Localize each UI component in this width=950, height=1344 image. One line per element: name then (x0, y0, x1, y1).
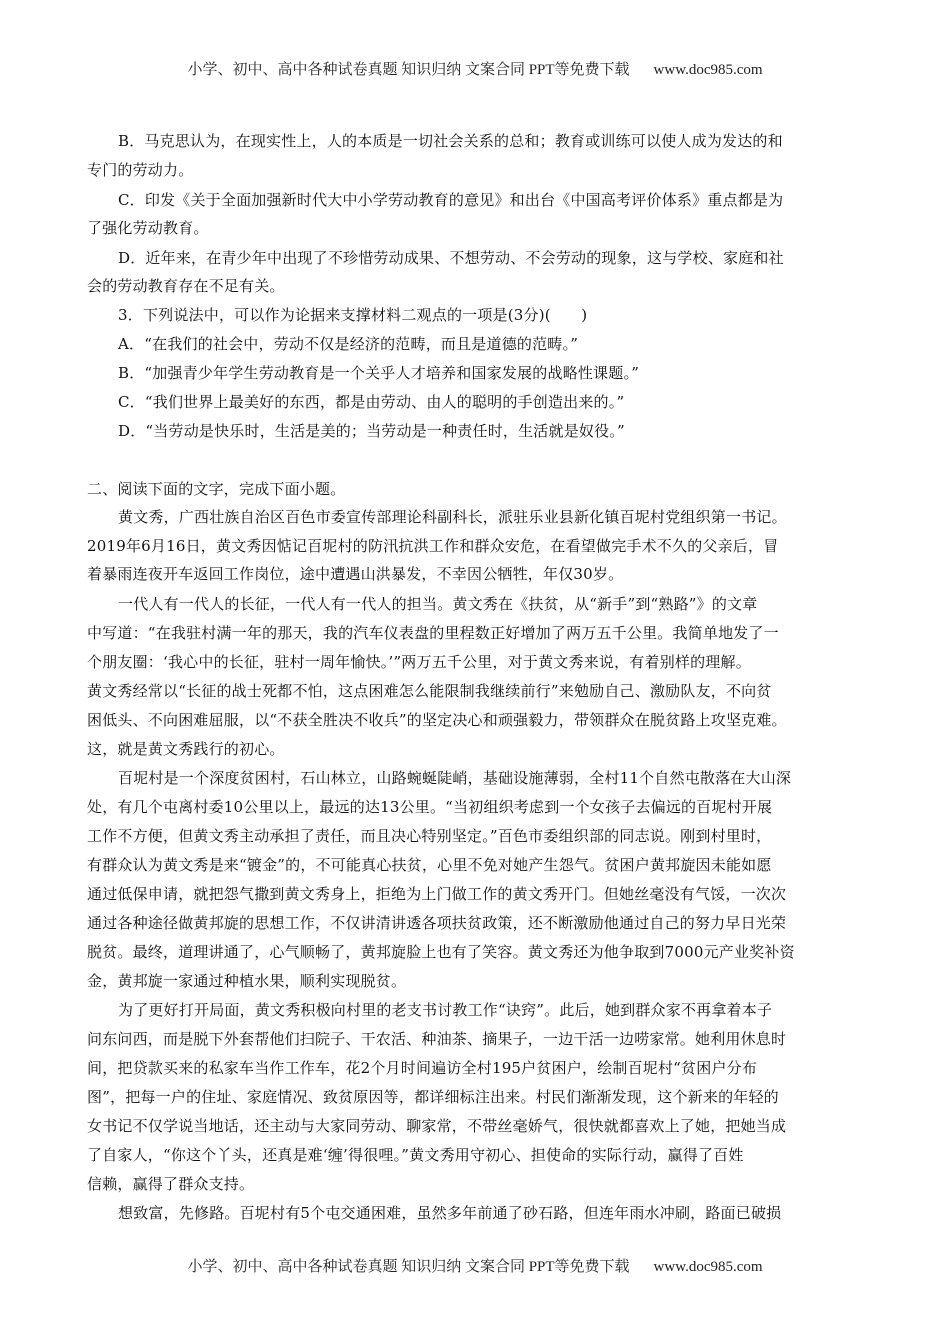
text-line: 通过各种途径做黄邦旋的思想工作，不仅讲清讲透各项扶贫政策，还不断激励他通过自己的努力早日光荣 (87, 914, 787, 932)
text-line: 女书记不仅学说当地话，还主动与大家同劳动、聊家常，不带丝毫娇气，很快就都喜欢上了她，把她当成 (87, 1117, 787, 1135)
text-line: A．“在我们的社会中，劳动不仅是经济的范畴，而且是道德的范畴。” (118, 335, 579, 353)
text-line: 工作不方便，但黄文秀主动承担了责任，而且决心特别坚定。”百色市委组织部的同志说。刚到村里时， (87, 827, 772, 845)
text-line: 间，把贷款买来的私家车当作工作车，花2个月时间遍访全村195户贫困户，绘制百坭村“贫困户分布 (87, 1059, 758, 1077)
text-line: 个朋友圈：‘我心中的长征，驻村一周年愉快。’”两万五千公里，对于黄文秀来说，有着别样的理解。 (87, 653, 751, 671)
text-line: 黄文秀经常以“长征的战士死都不怕，这点困难怎么能限制我继续前行”来勉励自己、激励队友，不向贫 (87, 682, 772, 700)
text-line: 着暴雨连夜开车返回工作岗位，途中遭遇山洪暴发，不幸因公牺牲，年仅30岁。 (87, 565, 624, 583)
text-line: 二、阅读下面的文字，完成下面小题。 (87, 480, 346, 498)
text-line: 通过低保申请，就把怨气撒到黄文秀身上，拒绝为上门做工作的黄文秀开门。但她丝毫没有气馁，一次次 (87, 885, 787, 903)
text-line: 一代人有一代人的长征，一代人有一代人的担当。黄文秀在《扶贫，从“新手”到“熟路”》的文章 (118, 595, 758, 613)
page-header (0, 58, 950, 79)
text-line: 会的劳动教育存在不足有关。 (87, 277, 285, 295)
text-line: 黄文秀，广西壮族自治区百色市委宣传部理论科副科长，派驻乐业县新化镇百坭村党组织第一书记。 (118, 508, 787, 526)
text-line: 为了更好打开局面，黄文秀积极向村里的老支书讨教工作“诀窍”。此后，她到群众家不再拿着本子 (118, 1001, 773, 1019)
text-line: 专门的劳动力。 (87, 161, 194, 179)
text-line: 问东问西，而是脱下外套帮他们扫院子、干农活、种油茶、摘果子，一边干活一边唠家常。她利用休息时 (87, 1030, 787, 1048)
text-line: B．马克思认为，在现实性上，人的本质是一切社会关系的总和；教育或训练可以使人成为发达的和 (118, 132, 783, 150)
text-line: D．“当劳动是快乐时，生活是美的；当劳动是一种责任时，生活就是奴役。” (118, 422, 625, 440)
text-line: 这，就是黄文秀践行的初心。 (87, 740, 285, 758)
text-line: 百坭村是一个深度贫困村，石山林立，山路蜿蜒陡峭，基础设施薄弱，全村11个自然屯散落在大山深 (118, 769, 792, 787)
text-line: C．印发《关于全面加强新时代大中小学劳动教育的意见》和出台《中国高考评价体系》重点都是为 (118, 191, 784, 209)
text-line: 困低头、不向困难屈服，以“不获全胜决不收兵”的坚定决心和顽强毅力，带领群众在脱贫路上攻坚克难。 (87, 711, 787, 729)
text-line: 了自家人，“你这个丫头，还真是难‘缠’得很哩。”黄文秀用守初心、担使命的实际行动，赢得了百姓 (87, 1146, 744, 1164)
text-line: 金，黄邦旋一家通过种植水果，顺利实现脱贫。 (87, 972, 407, 990)
text-line: 了强化劳动教育。 (87, 219, 209, 237)
text-line: 中写道：“在我驻村满一年的那天，我的汽车仪表盘的里程数正好增加了两万五千公里。我简单地发了一 (87, 624, 779, 642)
text-line: 脱贫。最终，道理讲通了，心气顺畅了，黄邦旋脸上也有了笑容。黄文秀还为他争取到7000元产业奖补资 (87, 943, 795, 961)
text-line: B．“加强青少年学生劳动教育是一个关乎人才培养和国家发展的战略性课题。” (118, 364, 640, 382)
text-line: 3．下列说法中，可以作为论据来支撑材料二观点的一项是(3分)( ) (118, 306, 588, 324)
header-url: www.doc985.com (653, 62, 763, 78)
page-footer (0, 1255, 950, 1276)
header-text: 小学、初中、高中各种试卷真题 知识归纳 文案合同 PPT等免费下载 (187, 62, 630, 78)
text-line: 处，有几个屯离村委10公里以上，最远的达13公里。“当初组织考虑到一个女孩子去偏远的百坭村开展 (87, 798, 773, 816)
text-line: 信赖，赢得了群众支持。 (87, 1175, 255, 1193)
text-line: 有群众认为黄文秀是来“镀金”的，不可能真心扶贫，心里不免对她产生怨气。贫困户黄邦旋因未能如愿 (87, 856, 772, 874)
text-line: C．“我们世界上最美好的东西，都是由劳动、由人的聪明的手创造出来的。” (118, 393, 625, 411)
text-line: D．近年来，在青少年中出现了不珍惜劳动成果、不想劳动、不会劳动的现象，这与学校、家庭和社 (118, 249, 784, 267)
text-line: 想致富，先修路。百坭村有5个屯交通困难，虽然多年前通了砂石路，但连年雨水冲刷，路面已破损 (118, 1204, 782, 1222)
text-line: 图”，把每一户的住址、家庭情况、致贫原因等，都详细标注出来。村民们渐渐发现，这个新来的年轻的 (87, 1088, 779, 1106)
text-line: 2019年6月16日，黄文秀因惦记百坭村的防汛抗洪工作和群众安危，在看望做完手术不久的父亲后，冒 (87, 537, 779, 555)
footer-url: www.doc985.com (653, 1259, 763, 1275)
footer-text: 小学、初中、高中各种试卷真题 知识归纳 文案合同 PPT等免费下载 (187, 1259, 630, 1275)
